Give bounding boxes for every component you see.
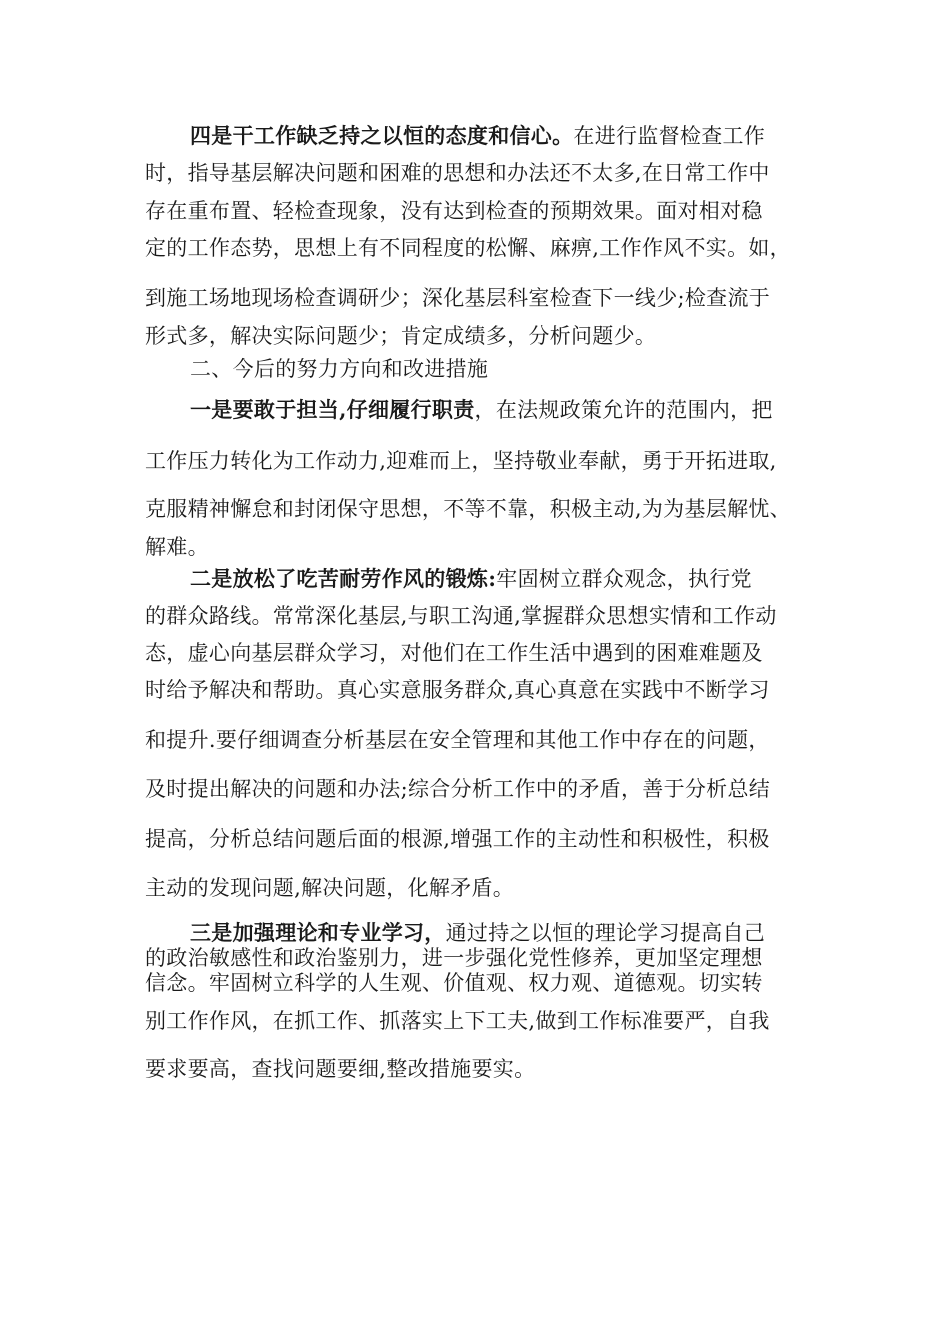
paragraph-1-line-1 [190,123,815,149]
paragraph-3-line-2: 的群众路线。常常深化基层,与职工沟通,掌握群众思想实情和工作动 [145,604,777,628]
paragraph-4-line-3: 信念。牢固树立科学的人生观、价值观、权力观、道德观。切实转 [145,971,763,995]
paragraph-3-line-3: 态，虚心向基层群众学习，对他们在工作生活中遇到的困难难题及 [145,641,763,665]
paragraph-4-line-5: 要求要高，查找问题要细,整改措施要实。 [145,1057,536,1081]
paragraph-3-line-7: 提高，分析总结问题后面的根源,增强工作的主动性和积极性，积极 [145,827,770,851]
paragraph-1-line-5: 到施工场地现场检查调研少；深化基层科室检查下一线少;检查流于 [145,286,771,310]
paragraph-3-lead: 二是放松了吃苦耐劳作风的锻炼: [190,566,497,591]
paragraph-2-line-2: 工作压力转化为工作动力,迎难而上，坚持敬业奉献，勇于开拓进取, [145,449,777,473]
paragraph-3-line-4: 时给予解决和帮助。真心实意服务群众,真心真意在实践中不断学习 [145,678,770,702]
paragraph-2-line-3: 克服精神懈怠和封闭保守思想，不等不靠，积极主动,为为基层解忧、 [145,497,791,521]
paragraph-4-line-1 [190,920,815,946]
paragraph-1-text: 在进行监督检查工作 [573,124,766,148]
paragraph-4-line-4: 别工作作风，在抓工作、抓落实上下工夫,做到工作标准要严，自我 [145,1009,770,1033]
paragraph-2-text: ，在法规政策允许的范围内，把 [474,398,773,422]
paragraph-2-line-1 [190,397,815,423]
paragraph-2-lead: 一是要敢于担当,仔细履行职责 [190,397,475,422]
paragraph-1-lead: 四是干工作缺乏持之以恒的态度和信心。 [190,123,574,148]
paragraph-4-text: 通过持之以恒的理论学习提高自己 [445,921,766,945]
paragraph-1-line-3: 存在重布置、轻检查现象，没有达到检查的预期效果。面对相对稳 [145,199,763,223]
paragraph-1-line-6: 形式多，解决实际问题少；肯定成绩多，分析问题少。 [145,324,657,348]
paragraph-3-line-8: 主动的发现问题,解决问题，化解矛盾。 [145,876,515,900]
paragraph-3-text: 牢固树立群众观念，执行党 [496,567,752,591]
paragraph-4-line-2: 的政治敏感性和政治鉴别力，进一步强化党性修养，更加坚定理想 [145,946,763,970]
paragraph-3-line-6: 及时提出解决的问题和办法;综合分析工作中的矛盾，善于分析总结 [145,777,771,801]
paragraph-4-lead: 三是加强理论和专业学习， [190,920,446,945]
paragraph-3-line-1 [190,566,815,592]
paragraph-1-line-4: 定的工作态势，思想上有不同程度的松懈、麻痹,工作作风不实。如， [145,236,791,260]
section-heading: 二、今后的努力方向和改进措施 [190,357,489,381]
paragraph-2-line-4: 解难。 [145,535,209,559]
paragraph-3-line-5: 和提升.要仔细调查分析基层在安全管理和其他工作中存在的问题， [145,728,770,752]
paragraph-1-line-2: 时，指导基层解决问题和困难的思想和办法还不太多,在日常工作中 [145,161,770,185]
